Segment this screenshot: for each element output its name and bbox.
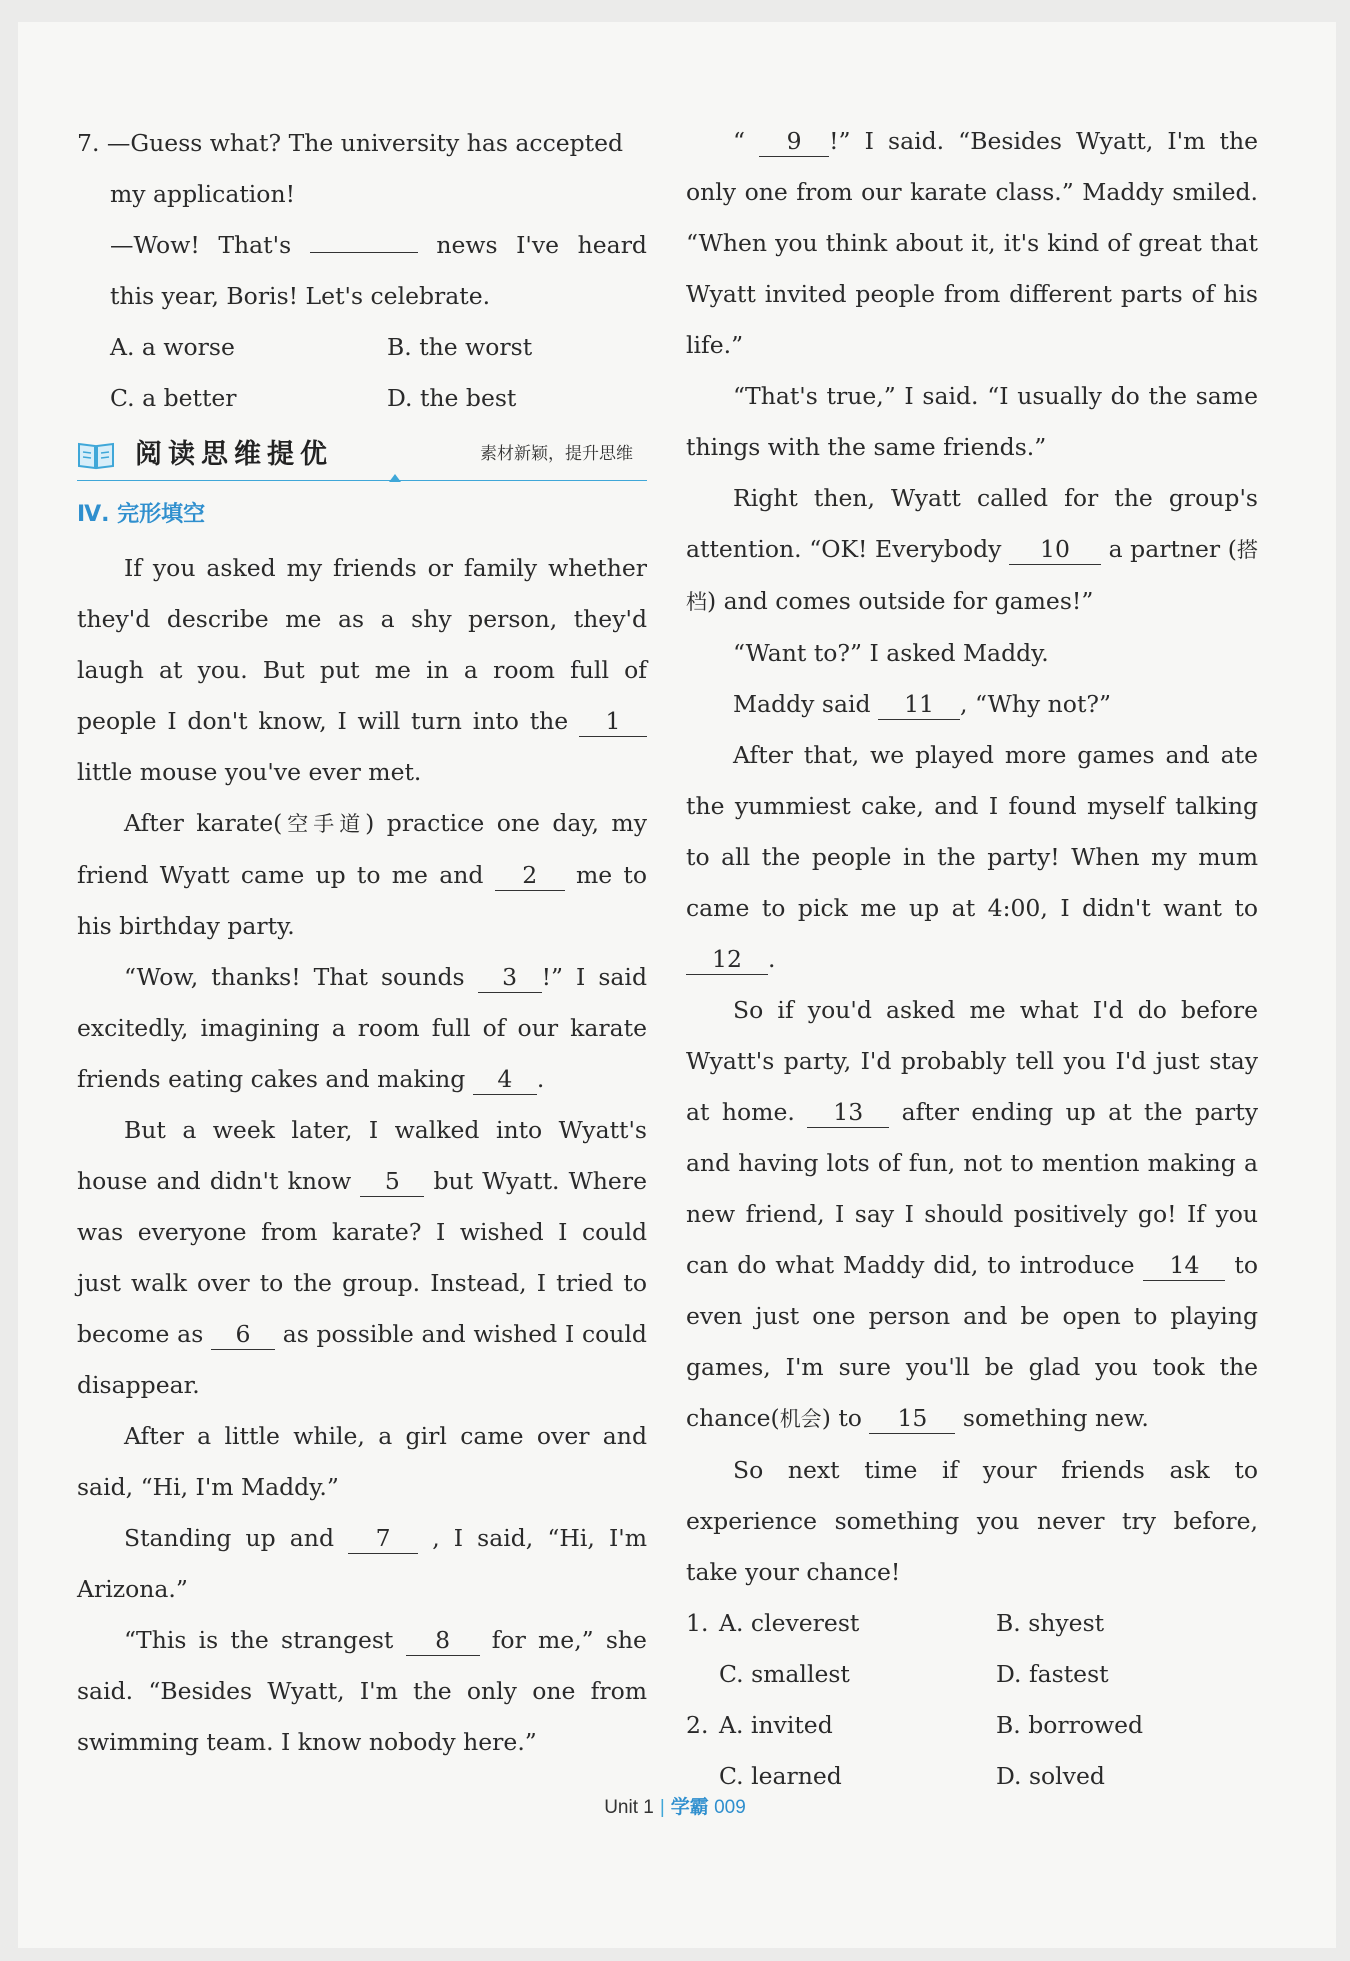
p10-text-mid: a partner ( — [1108, 535, 1237, 563]
p7-text: “This is the strangest — [124, 1626, 394, 1654]
p4-text-end: as possible and wished I could disappear. — [77, 1320, 647, 1399]
blank-4[interactable]: 4 — [473, 1064, 537, 1095]
p10-chinese: 搭档 — [686, 538, 1258, 614]
p4-text-mid: but Wyatt. Where was everyone from karate? I wished I could just walk over to the group. Instead, I tried to become as — [77, 1167, 647, 1348]
p3-text: “Wow, thanks! That sounds — [124, 963, 465, 991]
p2-chinese: 空手道 — [282, 812, 366, 836]
p14-text-end: something new. — [962, 1404, 1149, 1432]
p3-text-end: . — [536, 1065, 545, 1093]
section-subtitle: 素材新颖，提升思维 — [480, 443, 633, 464]
open-book-icon — [77, 438, 115, 470]
p14-text-mid3: ) to — [821, 1404, 862, 1432]
p10-text-end: ) and comes outside for games!” — [707, 587, 1094, 615]
footer-brand: 学霸 — [670, 1797, 709, 1818]
p12-text: Maddy said — [733, 690, 871, 718]
q1-option-a[interactable]: A. cleverest — [719, 1609, 860, 1637]
p13-text: After that, we played more games and ate the yummiest cake, and I found myself talking to all the people in the party! When my mum came to pick me up at 4:00, I didn't want to — [686, 741, 1258, 922]
blank-8[interactable]: 8 — [406, 1625, 480, 1656]
q1-option-c[interactable]: C. smallest — [719, 1660, 850, 1688]
blank-1[interactable]: 1 — [579, 706, 647, 737]
p3-text-mid: !” I said excitedly, imagining a room full of our karate friends eating cakes and making — [77, 963, 647, 1093]
blank-15[interactable]: 15 — [869, 1403, 955, 1434]
q7-blank[interactable] — [310, 252, 418, 253]
paragraph-13 — [686, 730, 1258, 985]
q7-option-d[interactable]: D. the best — [387, 384, 517, 412]
q7-line3-end: news I've heard — [436, 231, 647, 259]
q1-option-d[interactable]: D. fastest — [996, 1660, 1109, 1688]
p1-text-end: little mouse you've ever met. — [77, 758, 422, 786]
blank-9[interactable]: 9 — [759, 126, 829, 157]
blank-5[interactable]: 5 — [360, 1166, 424, 1197]
q7-option-c[interactable]: C. a better — [110, 384, 237, 412]
q7-line4: this year, Boris! Let's celebrate. — [110, 282, 491, 310]
q7-option-a[interactable]: A. a worse — [110, 333, 235, 361]
paragraph-11: “Want to?” I asked Maddy. — [733, 639, 1049, 667]
q7-line1: 7. —Guess what? The university has accepted — [77, 129, 624, 157]
q7-options-row1 — [77, 322, 647, 373]
blank-14[interactable]: 14 — [1143, 1250, 1225, 1281]
page-footer — [0, 1792, 1350, 1819]
paragraph-5: After a little while, a girl came over and said, “Hi, I'm Maddy.” — [77, 1422, 647, 1501]
q2-option-a[interactable]: A. invited — [719, 1711, 833, 1739]
q2-option-c[interactable]: C. learned — [719, 1762, 842, 1790]
right-column — [686, 116, 1258, 1802]
paragraph-7 — [77, 1615, 647, 1768]
option-q1-row2 — [686, 1649, 1258, 1700]
p2-text: After karate( — [124, 809, 283, 837]
q7-line2: my application! — [110, 180, 296, 208]
paragraph-8 — [686, 116, 1258, 371]
section-triangle-marker — [389, 474, 401, 482]
footer-divider: | — [659, 1797, 665, 1818]
p14-text: So if you'd asked me what I'd do before Wyatt's party, I'd probably tell you I'd just stay at home. — [686, 996, 1258, 1126]
p1-text: If you asked my friends or family whether they'd describe me as a shy person, they'd laugh at you. But put me in a room full of people I don't know, I will turn into the — [77, 554, 647, 735]
paragraph-2 — [77, 798, 647, 952]
p13-text-end: . — [768, 945, 776, 973]
p14-text-mid2: to even just one person and be open to playing games, I'm sure you'll be glad you took the chance( — [686, 1251, 1258, 1432]
q2-number: 2. — [686, 1711, 709, 1739]
p8-text: !” I said. “Besides Wyatt, I'm the only one from our karate class.” Maddy smiled. “When you think about it, it's kind of great that Wyatt invited people from different parts of his life.” — [686, 127, 1258, 359]
p14-chinese: 机会 — [779, 1407, 822, 1431]
option-q1-row1 — [686, 1598, 1258, 1649]
footer-unit: Unit 1 — [604, 1797, 654, 1818]
q1-option-b[interactable]: B. shyest — [996, 1609, 1105, 1637]
paragraph-9: “That's true,” I said. “I usually do the same things with the same friends.” — [686, 382, 1258, 461]
section-header — [77, 428, 647, 481]
paragraph-15: So next time if your friends ask to experience something you never try before, take your chance! — [686, 1456, 1258, 1586]
paragraph-10 — [686, 473, 1258, 628]
paragraph-4 — [77, 1105, 647, 1411]
page-number: 009 — [714, 1797, 746, 1818]
paragraph-3 — [77, 952, 647, 1105]
paragraph-14 — [686, 985, 1258, 1445]
q1-number: 1. — [686, 1609, 709, 1637]
blank-13[interactable]: 13 — [807, 1097, 889, 1128]
p14-text-mid: after ending up at the party and having lots of fun, not to mention making a new friend, I say I should positively go! If you can do what Maddy did, to introduce — [686, 1098, 1258, 1279]
p6-text-end: , I said, “Hi, I'm Arizona.” — [77, 1524, 647, 1603]
part-heading: Ⅳ. 完形填空 — [77, 502, 206, 527]
blank-12[interactable]: 12 — [686, 944, 768, 975]
q1-indent — [686, 1649, 719, 1700]
left-column — [77, 118, 647, 1768]
blank-2[interactable]: 2 — [495, 860, 565, 891]
option-q2-row1 — [686, 1700, 1258, 1751]
q2-option-d[interactable]: D. solved — [996, 1762, 1105, 1790]
paragraph-12 — [686, 679, 1258, 730]
p12-text-end: , “Why not?” — [960, 690, 1112, 718]
p8-quote: “ — [733, 127, 746, 155]
paragraph-6 — [77, 1513, 647, 1615]
p2-text-end: me to his birthday party. — [77, 861, 647, 940]
blank-10[interactable]: 10 — [1009, 534, 1101, 565]
p4-text: But a week later, I walked into Wyatt's house and didn't know — [77, 1116, 647, 1195]
q7-line3-start: —Wow! That's — [110, 231, 292, 259]
q2-option-b[interactable]: B. borrowed — [996, 1711, 1144, 1739]
paragraph-1 — [77, 543, 647, 798]
question-7 — [77, 118, 647, 424]
blank-11[interactable]: 11 — [878, 689, 960, 720]
blank-7[interactable]: 7 — [348, 1523, 418, 1554]
q7-line3 — [77, 220, 647, 271]
q7-option-b[interactable]: B. the worst — [387, 333, 533, 361]
p6-text: Standing up and — [124, 1524, 334, 1552]
passage-left — [77, 543, 647, 1768]
section-title: 阅读思维提优 — [135, 438, 333, 470]
p2-text-mid: ) practice one day, my friend Wyatt came up to me and — [77, 809, 647, 889]
q7-options-row2 — [77, 373, 647, 424]
p7-text-end: for me,” she said. “Besides Wyatt, I'm the only one from swimming team. I know nobody here.” — [77, 1626, 647, 1756]
p10-text: Right then, Wyatt called for the group's attention. “OK! Everybody — [686, 484, 1258, 563]
blank-6[interactable]: 6 — [211, 1319, 275, 1350]
blank-3[interactable]: 3 — [478, 962, 542, 993]
